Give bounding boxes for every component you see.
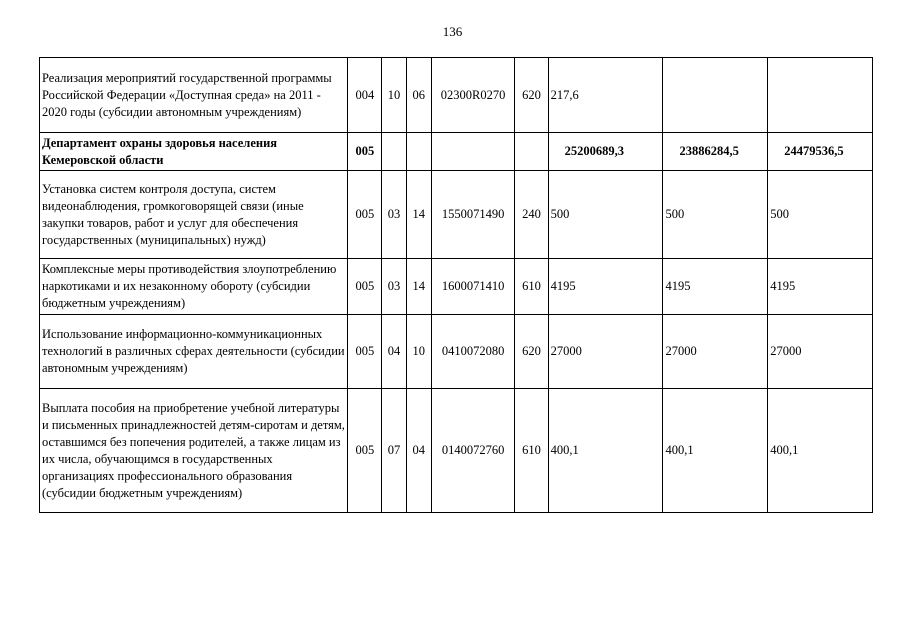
ministry-code: 005 [348,315,382,389]
target-article: 02300R0270 [431,58,515,133]
value-year-3: 24479536,5 [768,133,873,171]
value-year-1: 217,6 [548,58,663,133]
section-code: 03 [382,259,406,315]
value-year-2: 23886284,5 [663,133,768,171]
section-code: 03 [382,171,406,259]
value-year-1: 27000 [548,315,663,389]
subsection-code: 04 [406,389,431,513]
table-row [40,58,873,133]
ministry-code: 005 [348,133,382,171]
row-name: Департамент охраны здоровья населения Кемеровской области [40,133,348,171]
value-year-2 [663,58,768,133]
value-year-2: 500 [663,171,768,259]
section-code: 10 [382,58,406,133]
expense-type: 610 [515,389,548,513]
row-name: Использование информационно-коммуникационных технологий в различных сферах деятельности (субсидии автономным учреждениям) [40,315,348,389]
value-year-3: 4195 [768,259,873,315]
section-code: 04 [382,315,406,389]
value-year-1: 400,1 [548,389,663,513]
subsection-code: 10 [406,315,431,389]
ministry-code: 005 [348,389,382,513]
ministry-code: 005 [348,259,382,315]
expense-type [515,133,548,171]
subsection-code: 06 [406,58,431,133]
value-year-3 [768,58,873,133]
section-code [382,133,406,171]
budget-table [39,57,873,513]
target-article [431,133,515,171]
expense-type: 620 [515,315,548,389]
target-article: 1600071410 [431,259,515,315]
value-year-3: 27000 [768,315,873,389]
ministry-code: 004 [348,58,382,133]
target-article: 0140072760 [431,389,515,513]
expense-type: 610 [515,259,548,315]
page-number: 136 [442,24,463,39]
expense-type: 240 [515,171,548,259]
table-row [40,389,873,513]
row-name: Выплата пособия на приобретение учебной литературы и письменных принадлежностей детям-сиротам и детям, оставшимся без попечения родителей, а также лицам из их числа, обучающимся в государственных организациях профессионального образования (субсидии бюджетным учреждениям) [40,389,348,513]
table-row [40,315,873,389]
row-name: Комплексные меры противодействия злоупотреблению наркотиками и их незаконному обороту (субсидии бюджетным учреждениям) [40,259,348,315]
ministry-code: 005 [348,171,382,259]
value-year-3: 500 [768,171,873,259]
subsection-code: 14 [406,171,431,259]
target-article: 0410072080 [431,315,515,389]
table-row [40,171,873,259]
value-year-2: 27000 [663,315,768,389]
section-code: 07 [382,389,406,513]
table-row [40,259,873,315]
value-year-1: 25200689,3 [548,133,663,171]
target-article: 1550071490 [431,171,515,259]
subsection-code [406,133,431,171]
value-year-1: 4195 [548,259,663,315]
value-year-3: 400,1 [768,389,873,513]
expense-type: 620 [515,58,548,133]
row-name: Установка систем контроля доступа, систем видеонаблюдения, громкоговорящей связи (иные закупки товаров, работ и услуг для обеспечения государственных (муниципальных) нужд) [40,171,348,259]
value-year-2: 4195 [663,259,768,315]
value-year-1: 500 [548,171,663,259]
value-year-2: 400,1 [663,389,768,513]
subsection-code: 14 [406,259,431,315]
row-name: Реализация мероприятий государственной программы Российской Федерации «Доступная среда» на 2011 - 2020 годы (субсидии автономным учреждениям) [40,58,348,133]
table-row [40,133,873,171]
